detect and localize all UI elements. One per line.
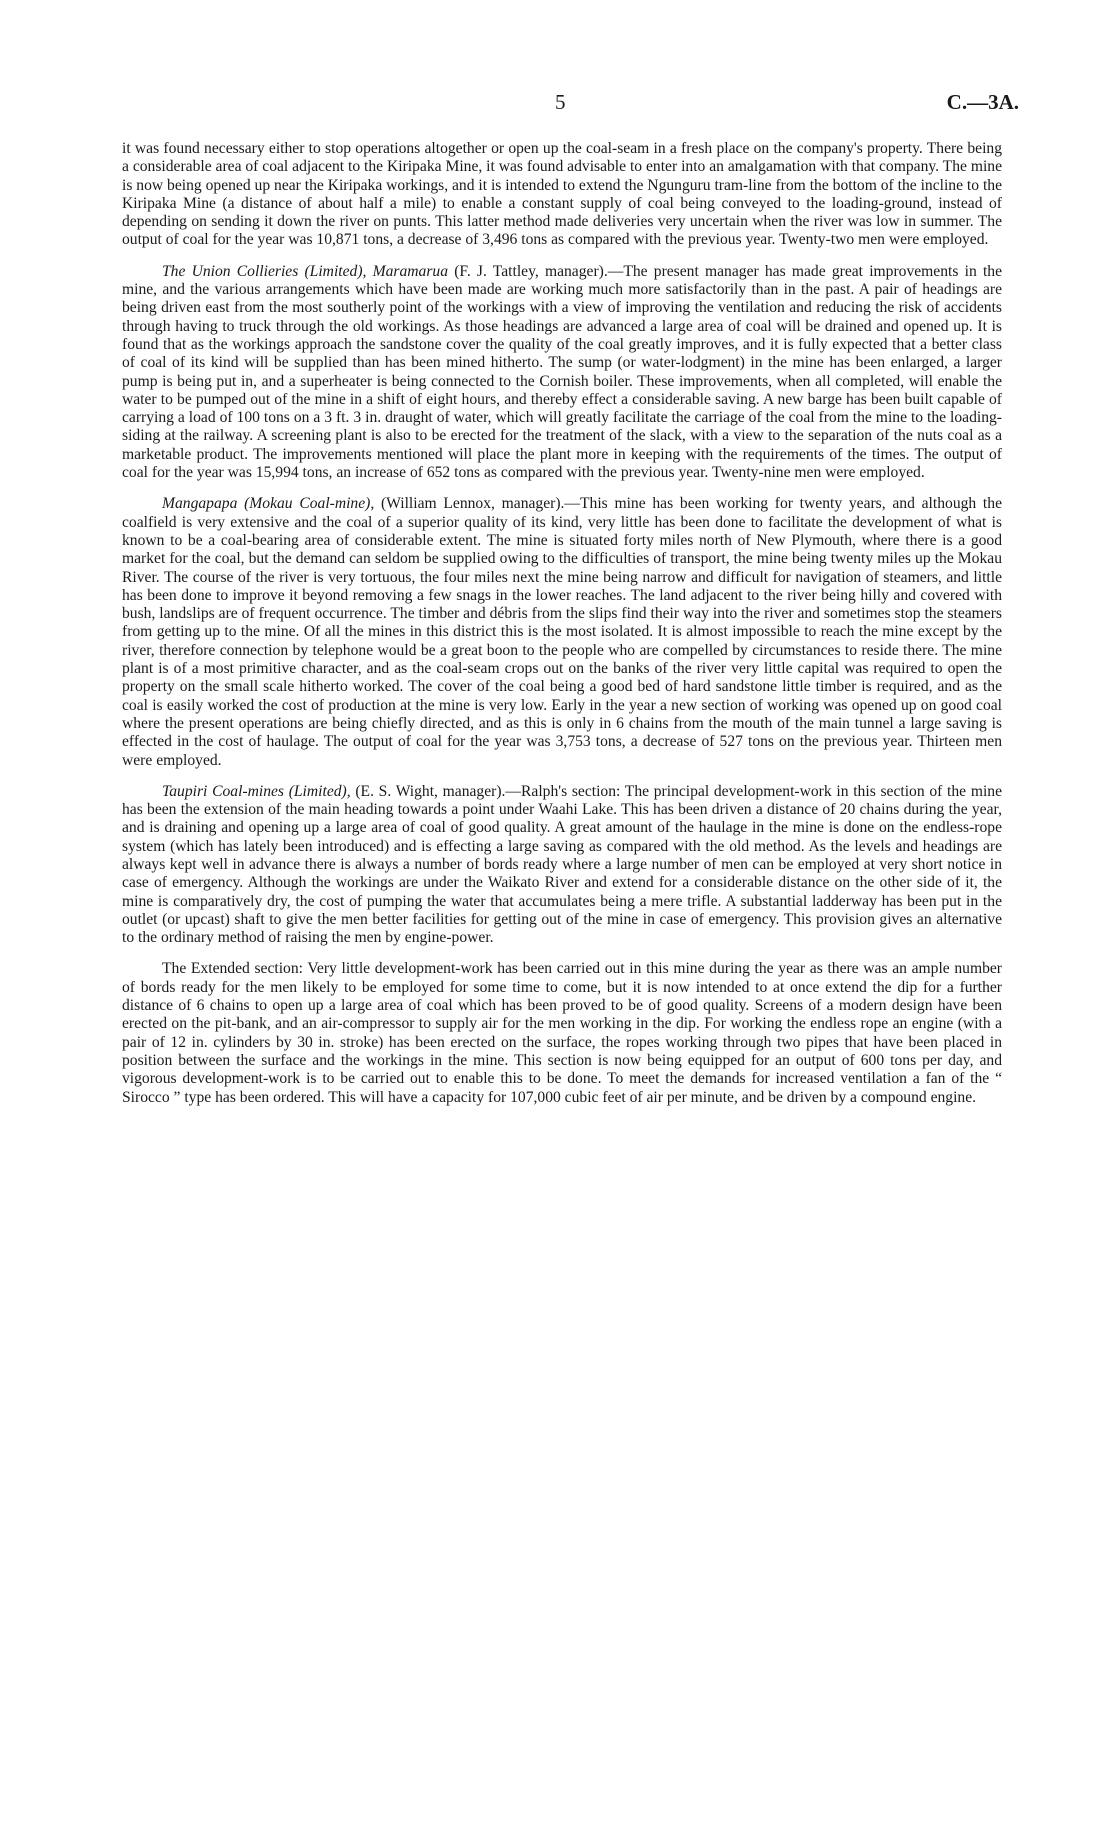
paragraph-taupiri-ralphs bbox=[122, 783, 1002, 948]
paragraph-lead: Mangapapa (Mokau Coal-mine), bbox=[162, 495, 375, 513]
paragraph-taupiri-extended bbox=[122, 960, 1002, 1106]
paragraph-union-collieries bbox=[122, 263, 1002, 483]
report-body bbox=[122, 140, 1002, 1120]
page-number: 5 bbox=[555, 90, 566, 114]
paragraph-text: The Extended section: Very little development-work has been carried out in this mine during the year as there was an ample number of bords ready for the men likely to be employed for some time to come, but it is now intended to at once extend the dip for a further distance of 6 chains to open up a large area of coal which has been proved to be of good quality. Screens of a modern design have been erected on the pit-bank, and an air-compressor to supply air for the men working in the dip. For working the endless rope an engine (with a pair of 12 in. cylinders by 30 in. stroke) has been erected on the surface, the ropes working through two pipes that have been placed in position between the surface and the workings in the mine. This section is now being equipped for an output of 600 tons per day, and vigorous development-work is to be carried out to enable this to be done. To meet the demands for increased ventilation a fan of the “ Sirocco ” type has been ordered. This will have a capacity for 107,000 cubic feet of air per minute, and be driven by a compound engine. bbox=[122, 960, 1002, 1106]
paragraph-text: (E. S. Wight, manager).—Ralph's section: The principal development-work in this section of the mine has been the extension of the main heading towards a point under Waahi Lake. This has been driven a distance of 20 chains during the year, and is draining and opening up a large area of coal of good quality. A great amount of the haulage in the mine is done on the endless-rope system (which has lately been introduced) and is effecting a large saving as compared with the old method. As the levels and headings are always kept well in advance there is always a number of bords ready where a large number of men can be employed at very short notice in case of emergency. Although the workings are under the Waikato River and extend for a considerable distance on the other side of it, the mine is comparatively dry, the cost of pumping the water that accumulates being a mere trifle. A substantial ladderway has been put in the outlet (or upcast) shaft to give the men better facilities for getting out of the mine in case of emergency. This provision gives an alternative to the ordinary method of raising the men by engine-power. bbox=[122, 782, 1003, 947]
paragraph-ngunguru-continuation bbox=[122, 140, 1002, 250]
paragraph-mangapapa bbox=[122, 495, 1002, 769]
paragraph-text: (F. J. Tattley, manager).—The present manager has made great improvements in the mine, and the various arrangements which have been made are working much more satisfactorily than in the past. A pair of headings are being driven east from the most southerly point of the workings with a view of improving the ventilation and reducing the risk of accidents through having to truck through the old workings. As those headings are advanced a large area of coal will be drained and opened up. It is found that as the workings approach the sandstone cover the quality of the coal greatly improves, and it is fully expected that a better class of coal of its kind will be supplied than has been mined hitherto. The sump (or water-lodgment) in the mine has been enlarged, a larger pump is being put in, and a superheater is being connected to the Cornish boiler. These improvements, when all completed, will enable the water to be pumped out of the mine in a shift of eight hours, and thereby effect a considerable saving. A new barge has been built capable of carrying a load of 100 tons on a 3 ft. 3 in. draught of water, which will greatly facilitate the carriage of the coal from the mine to the loading-siding at the railway. A screening plant is also to be erected for the treatment of the slack, with a view to the separation of the nuts coal as a marketable product. The improvements mentioned will place the plant more in keeping with the requirements of the times. The output of coal for the year was 15,994 tons, an increase of 652 tons as compared with the previous year. Twenty-nine men were employed. bbox=[122, 262, 1002, 482]
page-header bbox=[0, 90, 1114, 120]
paragraph-lead: Taupiri Coal-mines (Limited), bbox=[162, 782, 351, 800]
paragraph-text: it was found necessary either to stop operations altogether or open up the coal-seam in a fresh place on the company's property. There being a considerable area of coal adjacent to the Kiripaka Mine, it was found advisable to enter into an amalgamation with that company. The mine is now being opened up near the Kiripaka workings, and it is intended to extend the Ngunguru tram-line from the bottom of the incline to the Kiripaka Mine (a distance of about half a mile) to enable a constant supply of coal being conveyed to the loading-ground, instead of depending on sending it down the river on punts. This latter method made deliveries very uncertain when the river was low in summer. The output of coal for the year was 10,871 tons, a decrease of 3,496 tons as compared with the previous year. Twenty-two men were employed. bbox=[122, 140, 1002, 249]
paragraph-lead: The Union Collieries (Limited), Maramarua bbox=[162, 262, 448, 280]
document-reference: C.—3A. bbox=[946, 90, 1019, 114]
paragraph-text: (William Lennox, manager).—This mine has been working for twenty years, and although the coalfield is very extensive and the coal of a superior quality of its kind, very little has been done to facilitate the development of what is known to be a coal-bearing area of considerable extent. The mine is situated forty miles north of New Plymouth, where there is a good market for the coal, but the demand can seldom be supplied owing to the difficulties of transport, the mine being twenty miles up the Mokau River. The course of the river is very tortuous, the four miles next the mine being narrow and difficult for navigation of steamers, and little has been done to improve it beyond removing a few snags in the lower reaches. The land adjacent to the river being hilly and covered with bush, landslips are of frequent occurrence. The timber and débris from the slips find their way into the river and sometimes stop the steamers from getting up to the mine. Of all the mines in this district this is the most isolated. It is almost impossible to reach the mine except by the river, therefore connection by telephone would be a great boon to the people who are compelled by circumstances to reside there. The mine plant is of a most primitive character, and as the coal-seam crops out on the banks of the river very little capital was required to open the property on the small scale hitherto worked. The cover of the coal being a good bed of hard sandstone little timber is required, and as the coal is easily worked the cost of production at the mine is very low. Early in the year a new section of working was opened up on good coal where the present operations are being chiefly directed, and as this is only in 6 chains from the mouth of the main tunnel a large saving is effected in the cost of haulage. The output of coal for the year was 3,753 tons, a decrease of 527 tons on the previous year. Thirteen men were employed. bbox=[122, 495, 1002, 769]
